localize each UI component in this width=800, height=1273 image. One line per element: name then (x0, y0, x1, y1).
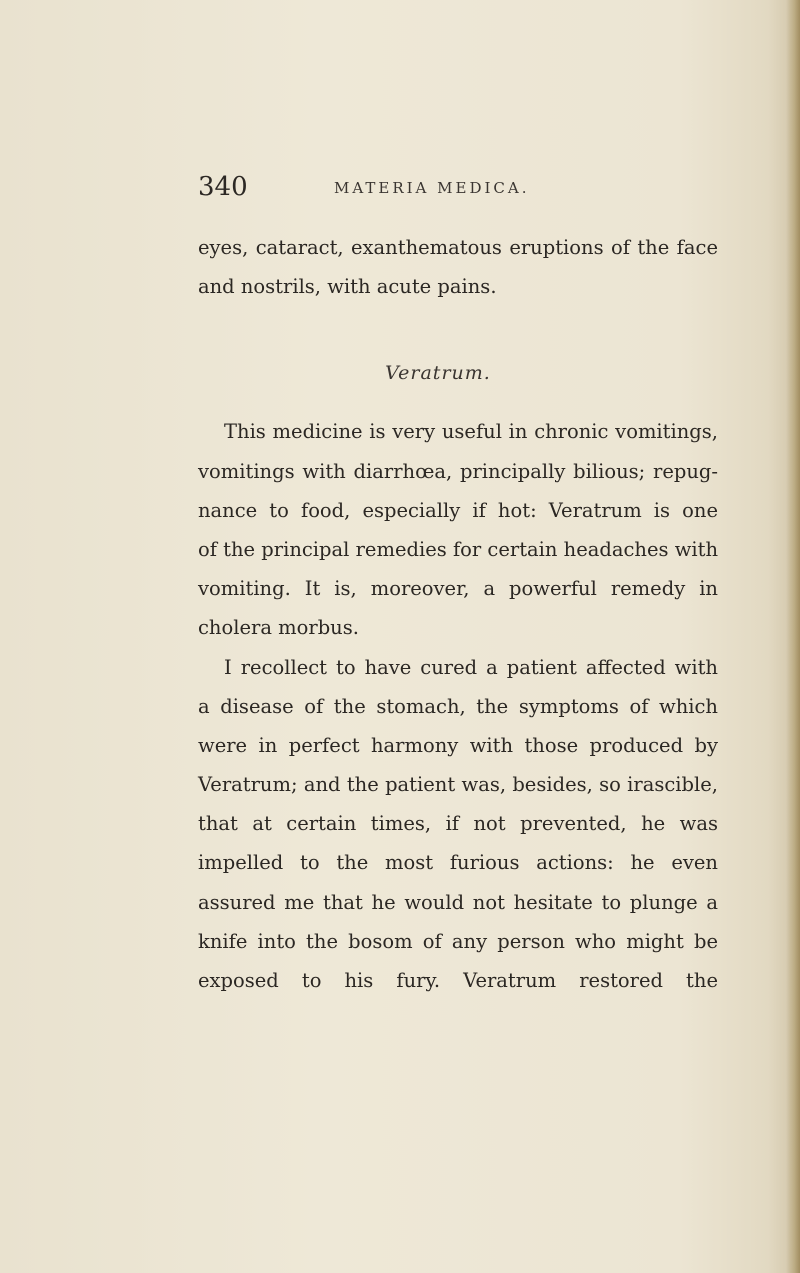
section-heading: Veratrum. (385, 362, 491, 385)
page-header (198, 172, 718, 212)
text-line: that at certain times, if not prevented, he was (198, 812, 718, 836)
text-line: eyes, cataract, exanthematous eruptions of the face (198, 236, 718, 259)
text-line: nance to food, especially if hot: Veratrum is one (198, 498, 718, 522)
text-line: knife into the bosom of any person who might be (198, 929, 718, 953)
running-head: MATERIA MEDICA. (334, 179, 530, 197)
text-line: cholera morbus. (198, 616, 359, 640)
section-spacer (198, 306, 718, 334)
text-line: of the principal remedies for certain headaches with (198, 537, 719, 561)
text-line: exposed to his fury. Veratrum restored the (198, 969, 718, 992)
text-line: and nostrils, with acute pains. (198, 275, 497, 299)
text-line: I recollect to have cured a patient affected with (224, 655, 718, 679)
page-number: 340 (198, 172, 248, 202)
text-line: Veratrum; and the patient was, besides, so irascible, (198, 773, 718, 797)
text-line: This medicine is very useful in chronic vomitings, (224, 420, 718, 444)
text-line: vomitings with diarrhœa, principally bilious; repug- (198, 459, 718, 483)
text-line: impelled to the most furious actions: he even (198, 851, 718, 875)
text-line: a disease of the stomach, the symptoms of which (198, 694, 718, 718)
text-line: were in perfect harmony with those produced by (198, 733, 718, 757)
page-edge-shadow (786, 0, 800, 1273)
text-line: vomiting. It is, moreover, a powerful remedy in (198, 577, 718, 601)
text-line: assured me that he would not hesitate to plunge a (198, 890, 718, 914)
page-body (198, 228, 718, 1000)
